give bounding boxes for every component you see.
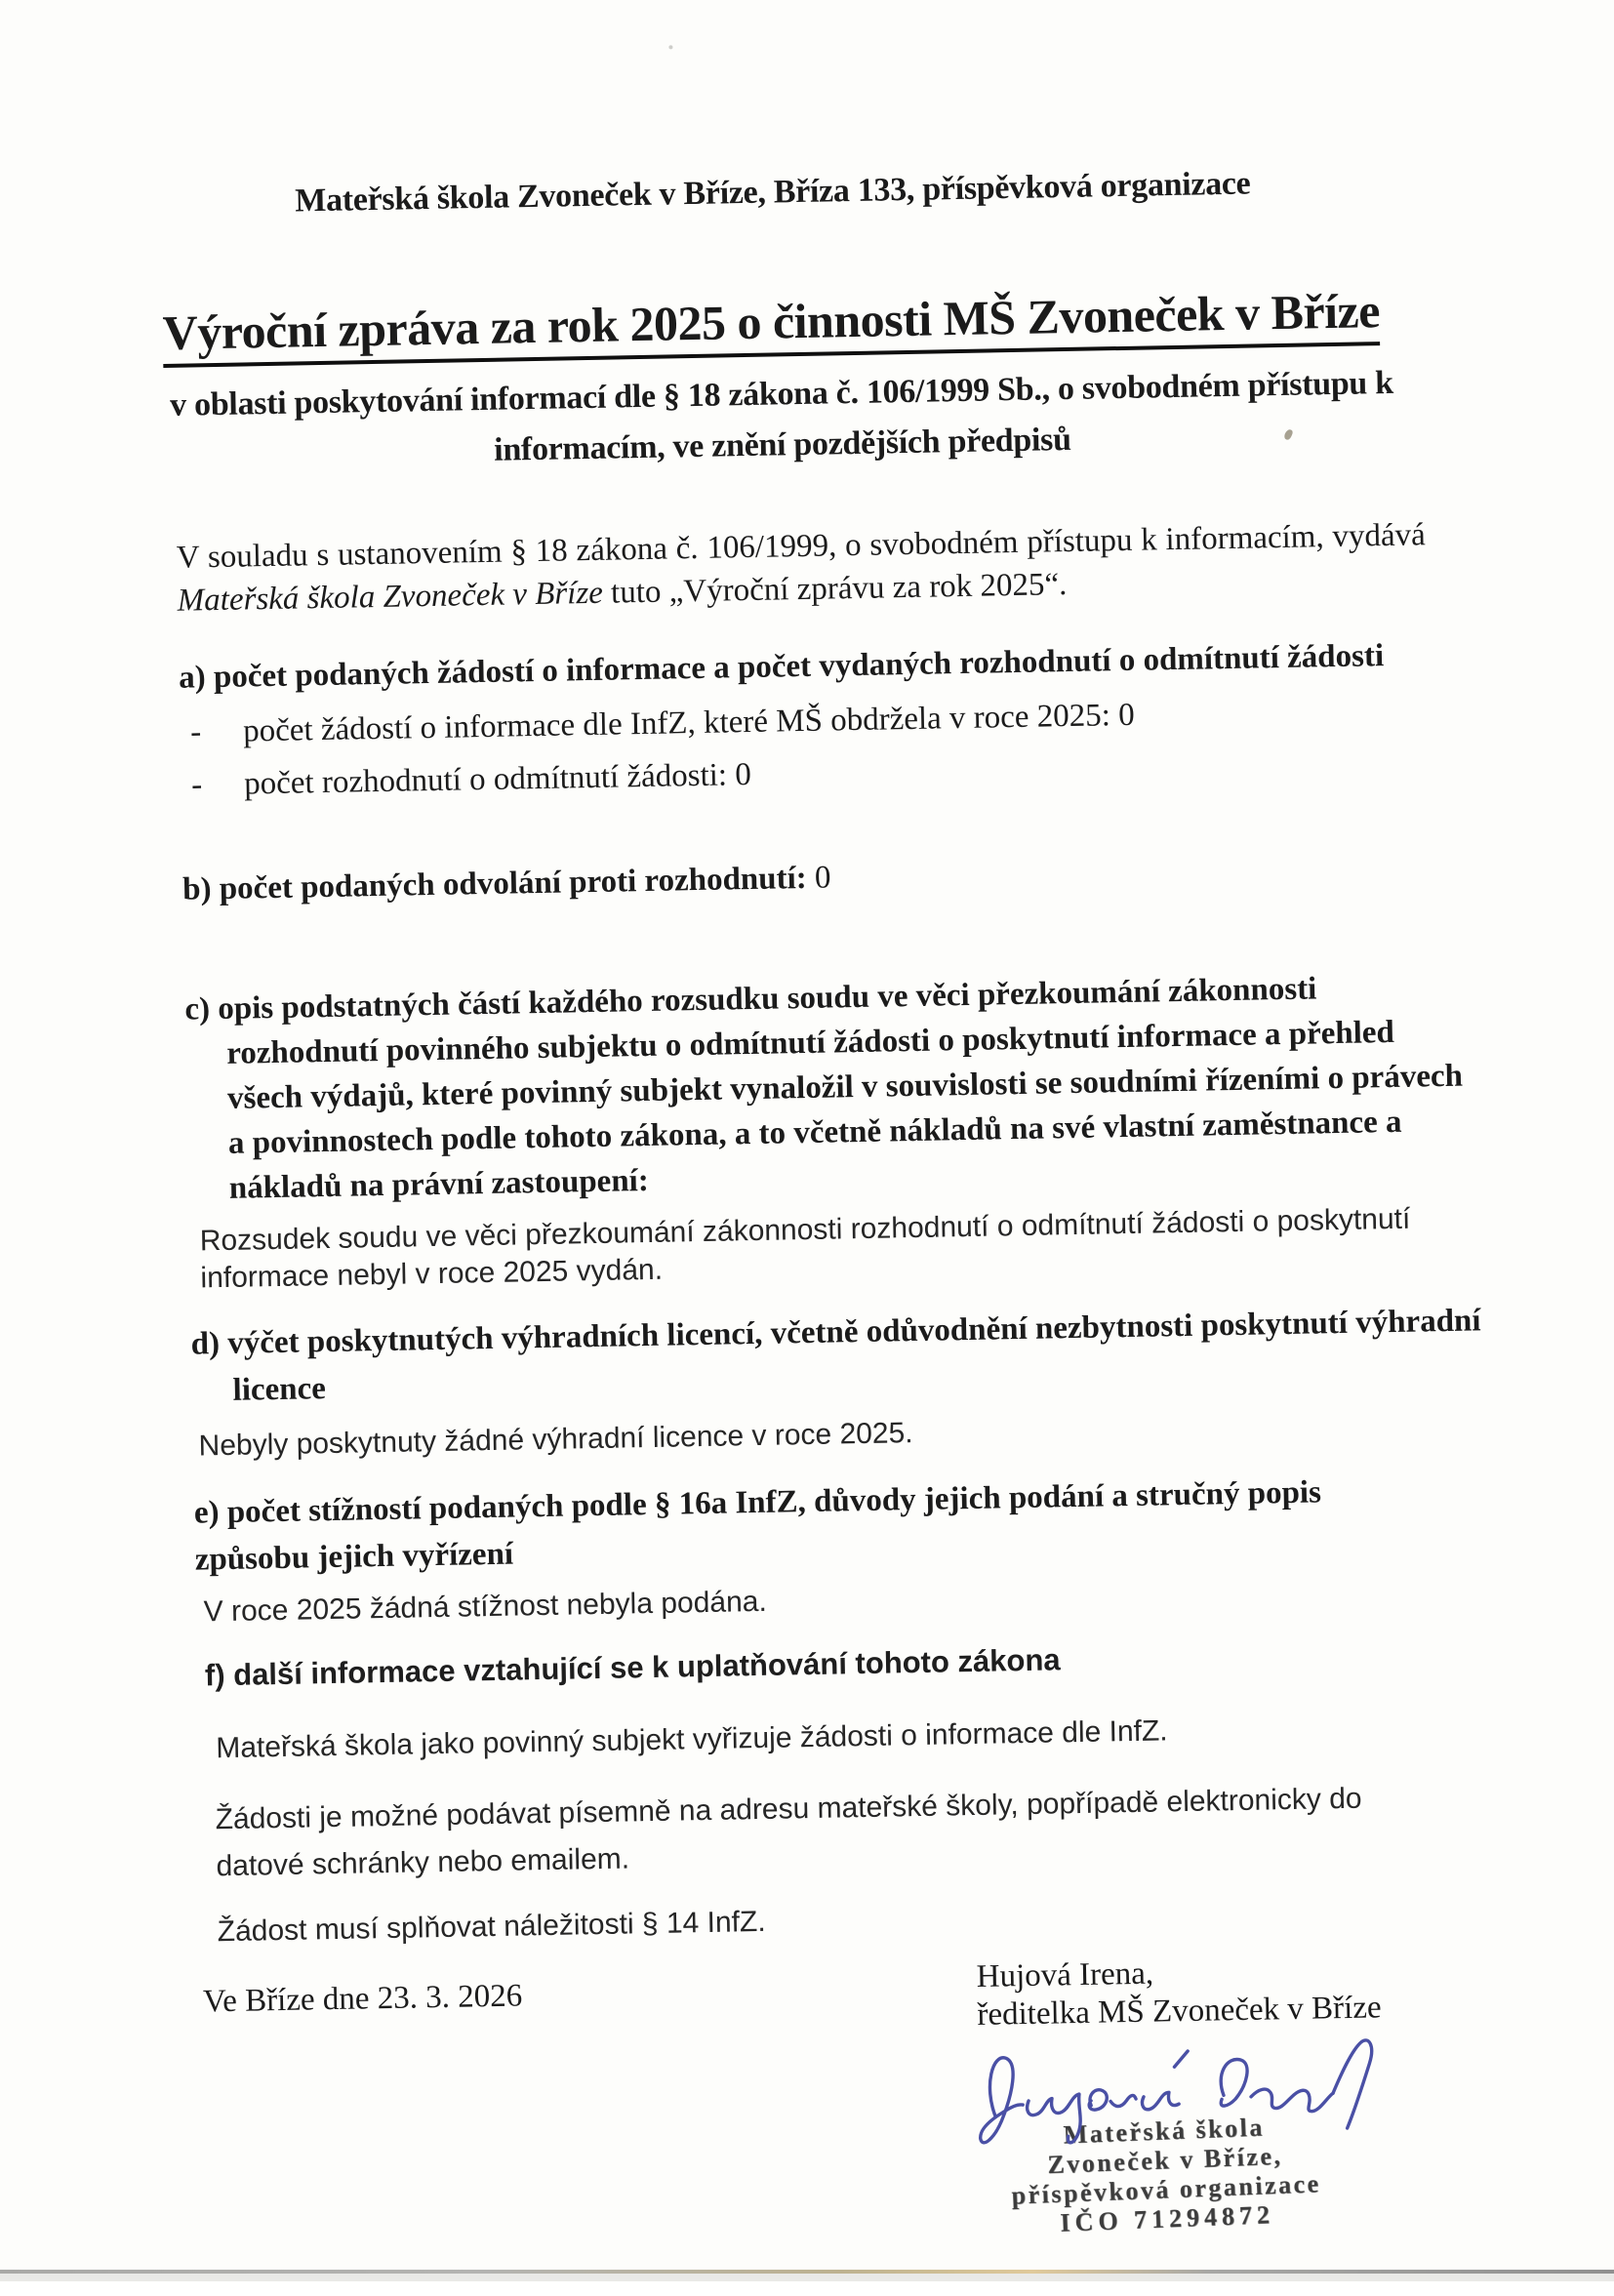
section-b-heading <box>182 844 1442 912</box>
section-d-heading: d) výčet poskytnutých výhradních licencí, včetně odůvodnění nezbytnosti poskytnutí výhradní licence <box>190 1303 1481 1408</box>
section-b-value: 0 <box>814 860 831 896</box>
list-item <box>190 695 1410 749</box>
stamp-line-ico: IČO 71294872 <box>1059 2200 1275 2237</box>
signature-stroke <box>1174 2051 1188 2067</box>
intro-text-post: tuto „Výroční zprávu za rok 2025“. <box>610 567 1068 611</box>
section-c-body: Rozsudek soudu ve věci přezkoumání zákonnosti rozhodnutí o odmítnutí žádosti o poskytnutí informace nebyl v roce 2025 vydán. <box>199 1202 1411 1295</box>
section-e-body: V roce 2025 žádná stížnost nebyla podána. <box>203 1585 768 1629</box>
intro-text-pre: V souladu s ustanovením § 18 zákona č. 106/1999, o svobodném přístupu k informacím, vydává <box>176 517 1427 576</box>
list-item <box>191 747 1411 802</box>
section-f-heading: f) další informace vztahující se k uplatňování tohoto zákona <box>204 1642 1061 1693</box>
handwritten-signature <box>971 2032 1383 2155</box>
signer-role: ředitelka MŠ Zvoneček v Bříze <box>977 1990 1382 2033</box>
document-subtitle: v oblasti poskytování informací dle § 18 zákona č. 106/1999 Sb., o svobodném přístupu k informacím, ve znění pozdějších předpisů <box>169 364 1394 468</box>
scan-artifact <box>668 45 672 49</box>
list-item-text: počet žádostí o informace dle InfZ, které MŠ obdržela v roce 2025: 0 <box>242 697 1135 749</box>
document-title <box>162 282 1380 368</box>
section-f-paragraph: Mateřská škola jako povinný subjekt vyřizuje žádosti o informace dle InfZ. <box>216 1714 1168 1765</box>
section-a-list <box>190 695 1412 823</box>
signer-name: Hujová Irena, <box>976 1955 1154 1994</box>
bullet-dash: - <box>189 714 202 750</box>
place-and-date: Ve Bříze dne 23. 3. 2026 <box>202 1978 523 2020</box>
stamp-line: Mateřská škola <box>1063 2113 1266 2150</box>
signature-stroke <box>1220 2058 1333 2114</box>
section-f-paragraph: Žádost musí splňovat náležitosti § 14 InfZ. <box>217 1905 766 1949</box>
document-title-text: Výroční zpráva za rok 2025 o činnosti MŠ Zvoneček v Bříze <box>162 282 1380 368</box>
signature-stroke <box>979 2057 1024 2142</box>
stamp-line: Zvoneček v Bříze, <box>1046 2141 1283 2180</box>
organization-header: Mateřská škola Zvoneček v Bříze, Bříza 133, příspěvková organizace <box>294 165 1251 220</box>
stamp-line: příspěvková organizace <box>1011 2169 1322 2210</box>
section-f-paragraph: Žádosti je možné podávat písemně na adresu mateřské školy, popřípadě elektronicky do datové schránky nebo emailem. <box>215 1782 1362 1883</box>
scan-bottom-margin <box>0 2274 1614 2281</box>
section-c-heading: c) opis podstatných částí každého rozsudku soudu ve věci přezkoumání zákonnosti rozhodnutí povinného subjektu o odmítnutí žádosti o poskytnutí informace a přehled všech výdajů, které povinný subjekt vynaložil v souvislosti se soudními řízeními o právech a povinnostech podle tohoto zákona, a to včetně nákladů na své vlastní zaměstnance a nákladů na právní zastoupení: <box>184 971 1464 1206</box>
section-d-body: Nebyly poskytnuty žádné výhradní licence v roce 2025. <box>198 1417 913 1463</box>
intro-text-school-name: Mateřská škola Zvoneček v Bříze <box>177 575 604 619</box>
section-e-heading: e) počet stížností podaných podle § 16a InfZ, důvody jejich podání a stručný popis způsobu jejich vyřízení <box>193 1474 1322 1578</box>
list-item-text: počet rozhodnutí o odmítnutí žádosti: 0 <box>243 756 752 802</box>
section-a-heading: a) počet podaných žádostí o informace a počet vydaných rozhodnutí o odmítnutí žádosti <box>178 638 1385 696</box>
bullet-dash: - <box>190 767 203 803</box>
section-b-heading-text: b) počet podaných odvolání proti rozhodnutí: <box>182 860 808 907</box>
signature-stroke <box>1332 2040 1373 2128</box>
signer-block <box>976 1951 1382 2034</box>
signature-stroke <box>1027 2088 1180 2143</box>
intro-paragraph <box>177 513 1427 622</box>
